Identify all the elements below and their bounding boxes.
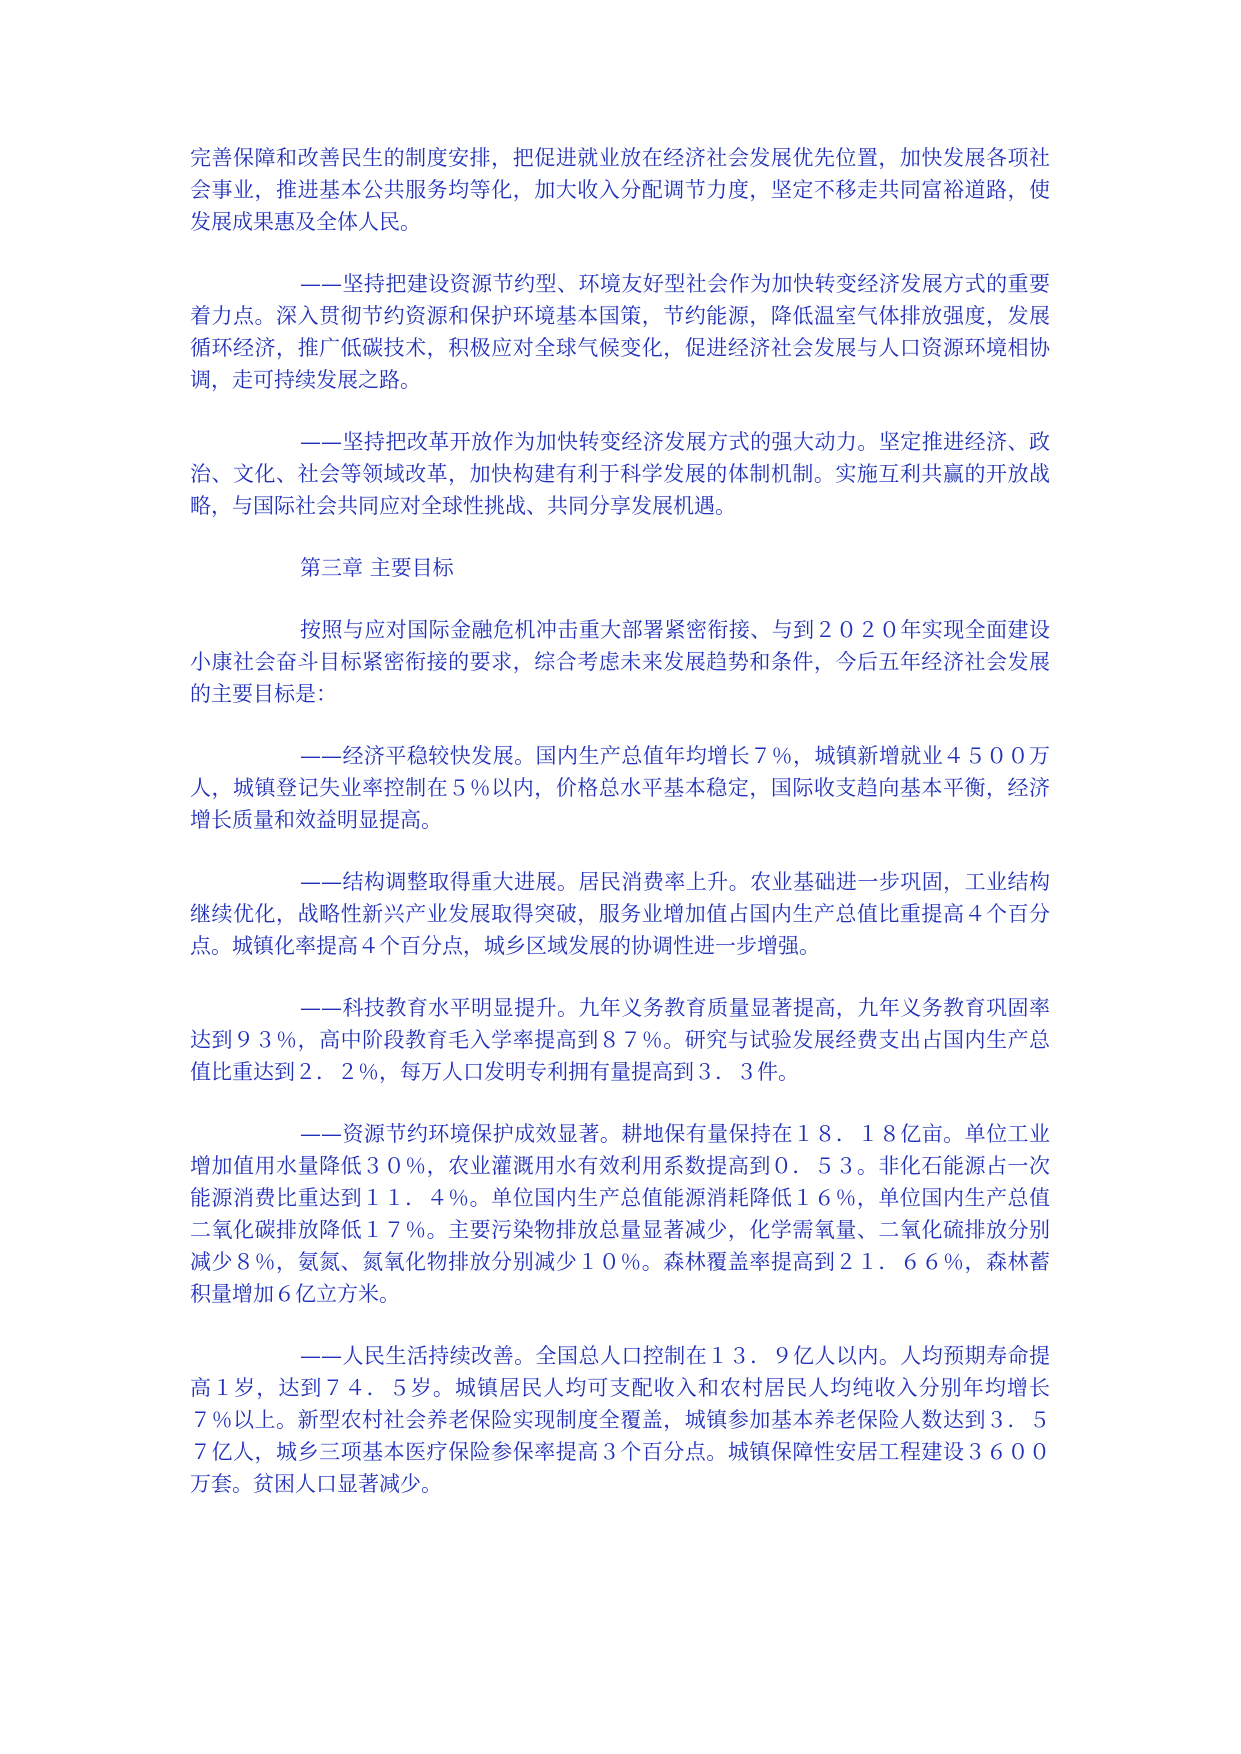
paragraph-science-education: ——科技教育水平明显提升。九年义务教育质量显著提高，九年义务教育巩固率达到９３％，高中阶段教育毛入学率提高到８７％。研究与试验发展经费支出占国内生产总值比重达到２．２％，每万人口发明专利拥有量提高到３．３件。 bbox=[190, 996, 1050, 1084]
paragraph-livelihood-continuation: 完善保障和改善民生的制度安排，把促进就业放在经济社会发展优先位置，加快发展各项社会事业，推进基本公共服务均等化，加大收入分配调节力度，坚定不移走共同富裕道路，使发展成果惠及全体人民。 bbox=[190, 146, 1050, 234]
paragraph-structural-adjustment: ——结构调整取得重大进展。居民消费率上升。农业基础进一步巩固，工业结构继续优化，战略性新兴产业发展取得突破，服务业增加值占国内生产总值比重提高４个百分点。城镇化率提高４个百分点，城乡区域发展的协调性进一步增强。 bbox=[190, 870, 1050, 958]
chapter-heading: 第三章 主要目标 bbox=[300, 556, 454, 580]
paragraph-economic-growth: ——经济平稳较快发展。国内生产总值年均增长７％，城镇新增就业４５００万人，城镇登记失业率控制在５％以内，价格总水平基本稳定，国际收支趋向基本平衡，经济增长质量和效益明显提高。 bbox=[190, 744, 1050, 832]
paragraph-reform-opening: ——坚持把改革开放作为加快转变经济发展方式的强大动力。坚定推进经济、政治、文化、社会等领域改革，加快构建有利于科学发展的体制机制。实施互利共赢的开放战略，与国际社会共同应对全球性挑战、共同分享发展机遇。 bbox=[190, 430, 1050, 518]
paragraph-people-livelihood: ——人民生活持续改善。全国总人口控制在１３．９亿人以内。人均预期寿命提高１岁，达到７４．５岁。城镇居民人均可支配收入和农村居民人均纯收入分别年均增长７％以上。新型农村社会养老保险实现制度全覆盖，城镇参加基本养老保险人数达到３．５７亿人，城乡三项基本医疗保险参保率提高３个百分点。城镇保障性安居工程建设３６００万套。贫困人口显著减少。 bbox=[190, 1344, 1050, 1496]
document-body bbox=[190, 142, 1050, 1530]
paragraph-resources-environment: ——资源节约环境保护成效显著。耕地保有量保持在１８．１８亿亩。单位工业增加值用水量降低３０％，农业灌溉用水有效利用系数提高到０．５３。非化石能源占一次能源消费比重达到１１．４％。单位国内生产总值能源消耗降低１６％，单位国内生产总值二氧化碳排放降低１７％。主要污染物排放总量显著减少，化学需氧量、二氧化硫排放分别减少８％，氨氮、氮氧化物排放分别减少１０％。森林覆盖率提高到２１．６６％，森林蓄积量增加６亿立方米。 bbox=[190, 1122, 1050, 1306]
paragraph-main-goals-intro: 按照与应对国际金融危机冲击重大部署紧密衔接、与到２０２０年实现全面建设小康社会奋斗目标紧密衔接的要求，综合考虑未来发展趋势和条件，今后五年经济社会发展的主要目标是： bbox=[190, 618, 1050, 706]
paragraph-resource-saving-society: ——坚持把建设资源节约型、环境友好型社会作为加快转变经济发展方式的重要着力点。深入贯彻节约资源和保护环境基本国策，节约能源，降低温室气体排放强度，发展循环经济，推广低碳技术，积极应对全球气候变化，促进经济社会发展与人口资源环境相协调，走可持续发展之路。 bbox=[190, 272, 1050, 392]
